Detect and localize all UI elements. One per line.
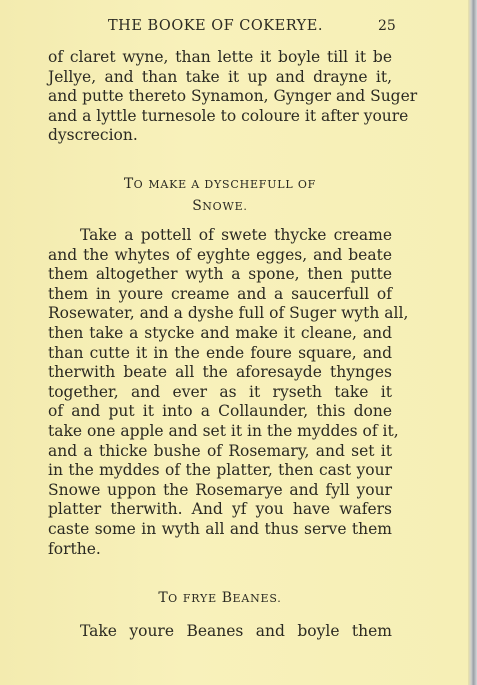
heading-cap: S xyxy=(192,198,203,214)
text-line: of and put it into a Collaunder, this done xyxy=(48,402,392,421)
text-line: and a thicke bushe of Rosemary, and set it xyxy=(48,441,392,460)
running-head xyxy=(0,18,477,38)
text-line: dyscrecion. xyxy=(48,126,138,145)
heading-cap: T xyxy=(123,176,134,192)
text-line: platter therwith. And yf you have wafers xyxy=(48,500,392,519)
heading-small-caps: NOWE. xyxy=(202,200,248,213)
text-line: Take a pottell of swete thycke creame xyxy=(80,226,392,244)
recipe-heading-snowe-line2 xyxy=(0,198,440,214)
heading-small-caps: EANES. xyxy=(232,592,282,605)
page-edge xyxy=(468,0,477,685)
running-title: THE BOOKE OF COKERYE. xyxy=(108,18,323,34)
text-line: forthe. xyxy=(48,539,101,558)
text-line: take one apple and set it in the myddes of it, xyxy=(48,421,399,440)
text-line: them in youre creame and a saucerfull of xyxy=(48,284,392,303)
text-line: and a lyttle turnesole to coloure it after youre xyxy=(48,106,409,125)
text-line: and the whytes of eyghte egges, and beate xyxy=(48,245,392,264)
text-line: together, and ever as it ryseth take it xyxy=(48,382,392,401)
recipe-heading-snowe-line1 xyxy=(0,176,440,192)
text-line: Take youre Beanes and boyle them xyxy=(80,622,392,640)
heading-small-caps: O xyxy=(133,178,144,191)
recipe-body-beanes xyxy=(48,622,392,642)
text-line: in the myddes of the platter, then cast your xyxy=(48,461,392,480)
text-line: therwith beate all the aforesayde thynges xyxy=(48,363,392,382)
text-line: Snowe uppon the Rosemarye and fyll your xyxy=(48,480,392,499)
text-line: caste some in wyth all and thus serve them xyxy=(48,519,392,538)
text-line: than cutte it in the ende foure square, and xyxy=(48,343,392,362)
heading-cap: B xyxy=(221,590,233,606)
text-line: Rosewater, and a dyshe full of Suger wyth all, xyxy=(48,304,409,323)
recipe-heading-beanes xyxy=(0,590,440,606)
text-line: then take a stycke and make it cleane, and xyxy=(48,323,392,342)
page-number: 25 xyxy=(378,18,396,34)
text-line: and putte thereto Synamon, Gynger and Suger xyxy=(48,87,418,106)
heading-small-caps: O xyxy=(168,592,178,605)
text-line: them altogether wyth a spone, then putte xyxy=(48,265,392,284)
heading-cap: T xyxy=(158,590,169,606)
heading-small-caps: FRYE xyxy=(182,592,217,605)
paragraph-continued xyxy=(48,48,418,146)
heading-small-caps: MAKE A DYSCHEFULL OF xyxy=(148,178,317,191)
text-line: Jellye, and than take it up and drayne it, xyxy=(48,67,392,86)
text-line: of claret wyne, than lette it boyle till it be xyxy=(48,48,392,66)
recipe-body-snowe xyxy=(48,226,409,559)
